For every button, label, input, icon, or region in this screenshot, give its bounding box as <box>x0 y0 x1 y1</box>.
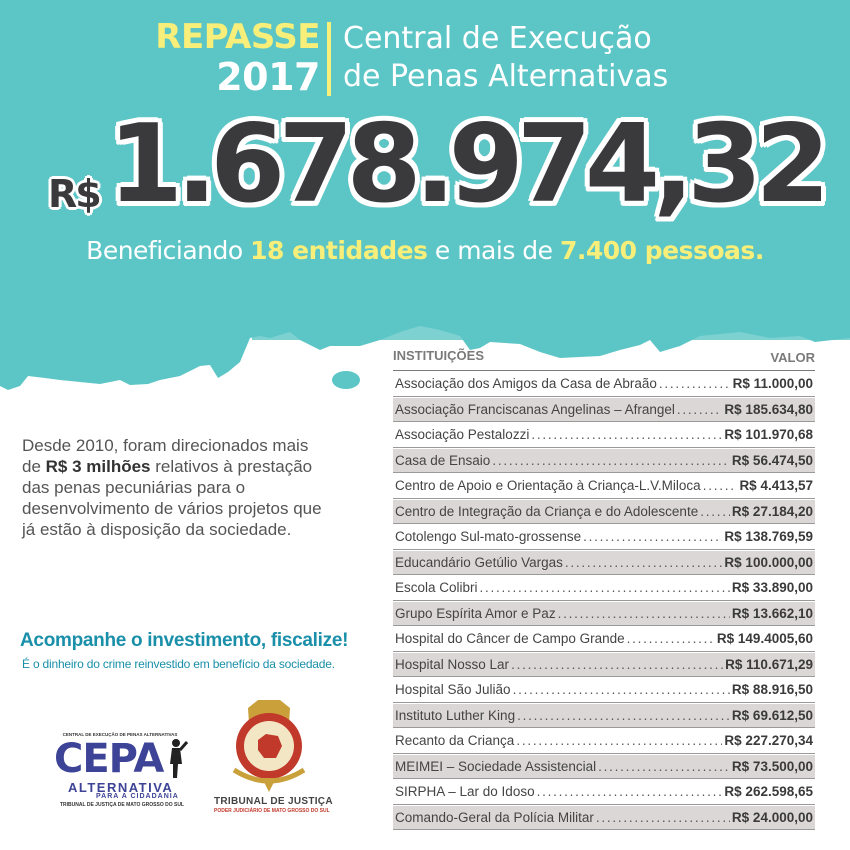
leader-dots <box>565 551 723 575</box>
institution-name: Comando-Geral da Polícia Militar <box>395 809 594 825</box>
institution-name: Centro de Integração da Criança e do Adolescente <box>395 503 699 519</box>
description-line <box>22 456 372 477</box>
repasse-label: REPASSE <box>155 17 320 57</box>
header-title-line1: Central de Execução <box>343 21 652 56</box>
table-row <box>393 755 815 780</box>
table-row <box>393 780 815 805</box>
institution-name: Casa de Ensaio <box>395 452 491 468</box>
institutions-table <box>393 346 815 830</box>
institution-name: Educandário Getúlio Vargas <box>395 554 563 570</box>
table-row <box>393 602 815 627</box>
leader-dots <box>677 398 723 422</box>
description-suffix: relativos à prestação <box>150 457 313 476</box>
cepa-alternativa: ALTERNATIVA <box>68 780 174 795</box>
leader-dots <box>627 627 715 651</box>
institution-value: R$ 4.413,57 <box>739 478 813 493</box>
table-body <box>393 372 815 830</box>
institution-value: R$ 73.500,00 <box>731 758 813 774</box>
institution-name: Recanto da Criança <box>395 733 515 748</box>
benefit-entities: 18 entidades <box>250 236 428 265</box>
institution-name: Hospital São Julião <box>395 682 511 697</box>
leader-dots <box>596 806 730 830</box>
leader-dots <box>558 602 730 626</box>
leader-dots <box>537 780 723 804</box>
table-row <box>393 500 815 525</box>
institution-name: Associação Franciscanas Angelinas – Afrangel <box>395 401 675 417</box>
institution-name: Hospital do Câncer de Campo Grande <box>395 631 625 646</box>
table-row <box>393 806 815 831</box>
description-highlight: R$ 3 milhões <box>45 457 151 476</box>
table-row <box>393 474 815 499</box>
repasse-year: 2017 <box>216 55 320 99</box>
header-institutions: INSTITUIÇÕES <box>393 348 485 363</box>
cepa-figure-icon <box>162 738 188 780</box>
header-title-line2: de Penas Alternativas <box>343 59 669 94</box>
institution-name: Instituto Luther King <box>395 707 516 723</box>
institution-value: R$ 13.662,10 <box>731 605 813 621</box>
institution-name: Cotolengo Sul-mato-grossense <box>395 529 582 544</box>
institution-name: Escola Colibri <box>395 580 478 595</box>
institution-value: R$ 149.4005,60 <box>716 631 813 646</box>
leader-dots <box>513 678 730 702</box>
leader-dots <box>517 704 730 728</box>
table-row <box>393 704 815 729</box>
institution-value: R$ 101.970,68 <box>724 427 813 442</box>
table-row <box>393 423 815 448</box>
table-row <box>393 449 815 474</box>
benefit-people: 7.400 pessoas <box>559 236 755 265</box>
repasse-block <box>155 18 320 98</box>
table-row <box>393 576 815 601</box>
institution-name: Associação Pestalozzi <box>395 427 530 442</box>
description-prefix: de <box>22 457 46 476</box>
cepa-top-text: CENTRAL DE EXECUÇÃO DE PENAS ALTERNATIVAS <box>62 732 178 737</box>
institution-name: Grupo Espírita Amor e Paz <box>395 605 556 621</box>
institution-value: R$ 100.000,00 <box>724 554 813 570</box>
institution-value: R$ 138.769,59 <box>724 529 813 544</box>
tribunal-title: TRIBUNAL DE JUSTIÇA <box>214 796 333 807</box>
leader-dots <box>700 500 730 524</box>
table-row <box>393 729 815 754</box>
institution-value: R$ 69.612,50 <box>731 707 813 723</box>
leader-dots <box>583 525 722 549</box>
benefit-line <box>0 236 850 265</box>
map-spot <box>332 371 360 389</box>
header-value: VALOR <box>770 350 815 365</box>
table-header <box>393 346 815 371</box>
institution-name: Hospital Nosso Lar <box>395 656 510 672</box>
institution-value: R$ 110.671,29 <box>725 656 813 672</box>
cepa-bottom-text: TRIBUNAL DE JUSTIÇA DE MATO GROSSO DO SUL <box>60 802 184 808</box>
amount-value: 1.678.974,32 <box>108 102 824 227</box>
table-row <box>393 627 815 652</box>
header-divider <box>327 22 331 96</box>
description-line: Desde 2010, foram direcionados mais <box>22 436 309 455</box>
institution-value: R$ 88.916,50 <box>731 682 813 697</box>
benefit-suffix: . <box>754 236 764 265</box>
institution-value: R$ 262.598,65 <box>724 784 813 799</box>
description-line: das penas pecuniárias para o <box>22 478 246 497</box>
institution-value: R$ 33.890,00 <box>731 580 813 595</box>
institution-name: SIRPHA – Lar do Idoso <box>395 784 535 799</box>
cepa-wordmark: CEPA <box>54 736 164 782</box>
table-row <box>393 372 815 397</box>
cepa-logo <box>50 732 190 812</box>
institution-value: R$ 56.474,50 <box>731 452 813 468</box>
table-row <box>393 653 815 678</box>
institution-value: R$ 185.634,80 <box>724 401 813 417</box>
tribunal-seal-icon <box>228 700 310 796</box>
institution-name: Centro de Apoio e Orientação à Criança-L.V.Miloca <box>395 478 701 493</box>
cta-subtitle: É o dinheiro do crime reinvestido em benefício da sociedade. <box>22 657 335 671</box>
cta-title: Acompanhe o investimento, fiscalize! <box>20 630 349 651</box>
institution-value: R$ 27.184,20 <box>731 503 813 519</box>
benefit-prefix: Beneficiando <box>86 236 251 265</box>
leader-dots <box>516 729 722 753</box>
benefit-middle: e mais de <box>427 236 560 265</box>
leader-dots <box>659 372 731 396</box>
institution-value: R$ 227.270,34 <box>724 733 813 748</box>
leader-dots <box>480 576 730 600</box>
institution-value: R$ 11.000,00 <box>732 376 813 391</box>
header <box>0 18 850 108</box>
tribunal-subtitle: PODER JUDICIÁRIO DE MATO GROSSO DO SUL <box>214 808 330 814</box>
leader-dots <box>511 653 723 677</box>
tribunal-logo <box>214 700 333 820</box>
leader-dots <box>492 449 730 473</box>
table-row <box>393 398 815 423</box>
cepa-cidadania: PARA A CIDADANIA <box>96 793 179 800</box>
header-title <box>343 20 668 96</box>
institution-name: Associação dos Amigos da Casa de Abraão <box>395 376 657 391</box>
total-amount <box>20 102 840 230</box>
institution-value: R$ 24.000,00 <box>731 809 813 825</box>
table-row <box>393 678 815 703</box>
leader-dots <box>598 755 730 779</box>
leader-dots <box>703 474 738 498</box>
leader-dots <box>531 423 722 447</box>
description-line: já estão à disposição da sociedade. <box>22 520 292 539</box>
table-row <box>393 525 815 550</box>
description-line: desenvolvimento de vários projetos que <box>22 499 322 518</box>
currency-symbol: R$ <box>48 172 100 216</box>
table-row <box>393 551 815 576</box>
institution-name: MEIMEI – Sociedade Assistencial <box>395 758 597 774</box>
description-paragraph <box>22 435 372 540</box>
